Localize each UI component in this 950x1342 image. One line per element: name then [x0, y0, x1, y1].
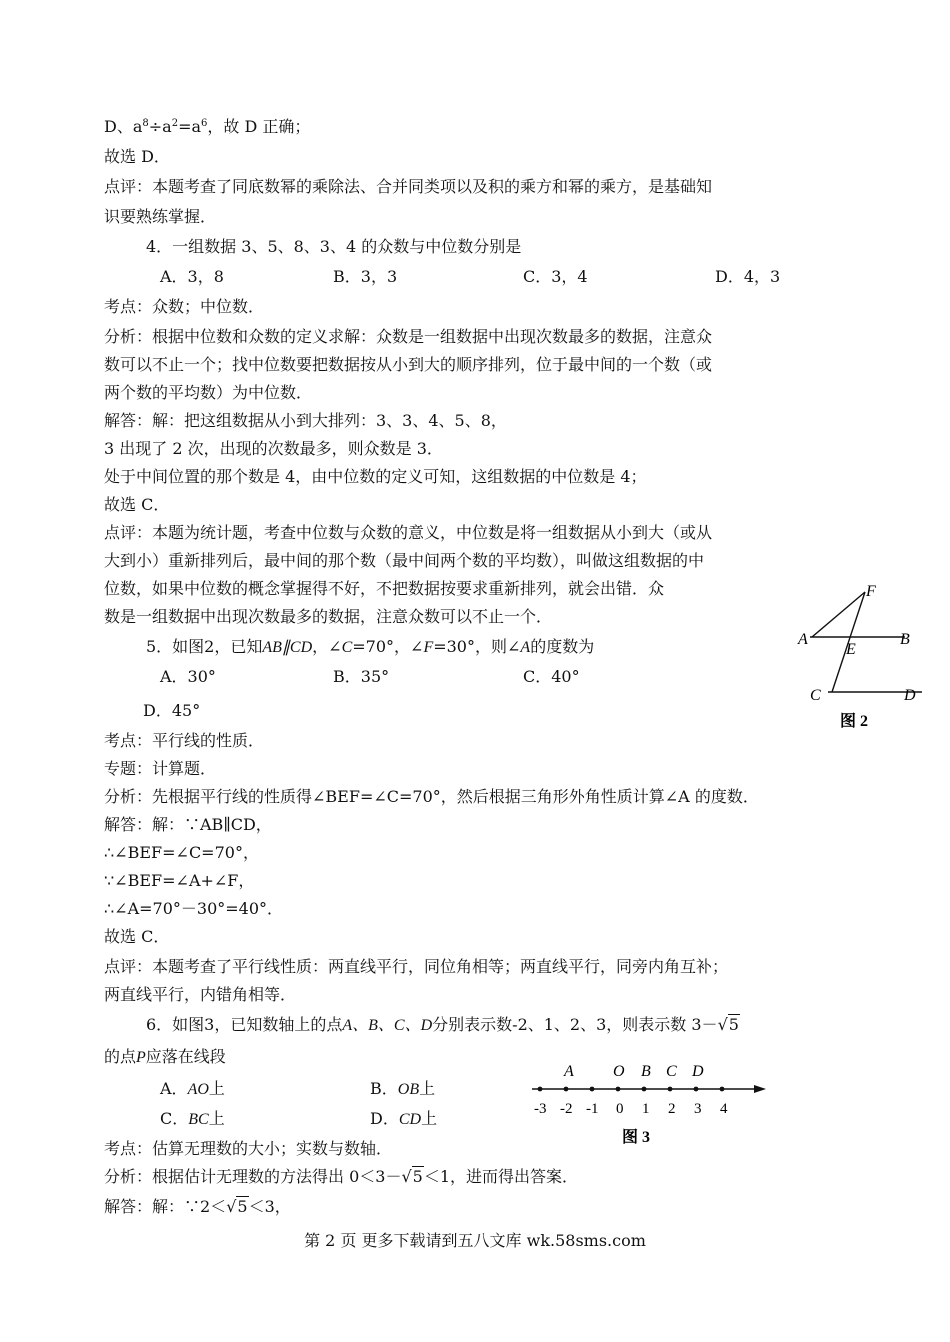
solution-line: 3 出现了 2 次，出现的次数最多，则众数是 3．	[104, 439, 443, 458]
comment-line: 大到小）重新排列后，最中间的那个数（最中间两个数的平均数），叫做这组数据的中	[104, 551, 705, 570]
tick-label: 4	[720, 1101, 728, 1117]
point-label-o: O	[613, 1063, 625, 1080]
comment-line: 位数，如果中位数的概念掌握得不好，不把数据按要求重新排列，就会出错．众	[104, 579, 665, 598]
question-6-line2: 的点P应落在线段	[104, 1047, 226, 1066]
q6-option-a: A．AO上	[160, 1079, 225, 1098]
solution-line: 解答：解：∵2＜√5＜3，	[104, 1197, 291, 1216]
tick-dot	[590, 1087, 595, 1092]
solution-line: 解答：解：把这组数据从小到大排列：3、3、4、5、8，	[104, 411, 507, 430]
q5-option-c: C．40°	[523, 667, 580, 686]
analysis-line: 分析：根据中位数和众数的定义求解：众数是一组数据中出现次数最多的数据，注意众	[104, 327, 713, 346]
analysis-line: 两个数的平均数）为中位数．	[104, 383, 313, 402]
label-a: A	[798, 631, 808, 648]
solution-line: 处于中间位置的那个数是 4，由中位数的定义可知，这组数据的中位数是 4；	[104, 467, 647, 486]
question-5: 5．如图2，已知AB∥CD，∠C=70°，∠F=30°，则∠A的度数为	[146, 637, 595, 656]
figure-2	[790, 582, 930, 734]
analysis-line: 数可以不止一个；找中位数要把数据按从小到大的顺序排列，位于最中间的一个数（或	[104, 355, 713, 374]
tick-label: 3	[694, 1101, 702, 1117]
label-f: F	[866, 583, 876, 600]
solution-line: 解答：解：∵AB∥CD，	[104, 815, 272, 834]
q4-option-d: D．4，3	[715, 267, 781, 286]
q6-option-c: C．BC上	[160, 1109, 225, 1128]
tick-dot	[720, 1087, 725, 1092]
tick-label: 0	[616, 1101, 624, 1117]
comment-line: 识要熟练掌握．	[104, 207, 217, 226]
comment-line: 两直线平行，内错角相等．	[104, 985, 297, 1004]
answer-choice-line: 故选 D．	[104, 147, 170, 166]
knowledge-point: 考点：平行线的性质．	[104, 731, 265, 750]
q6-option-b: B．OB上	[370, 1079, 436, 1098]
comment-line: 点评：本题考查了平行线性质：两直线平行，同位角相等；两直线平行，同旁内角互补；	[104, 957, 729, 976]
comment-line: 点评：本题考查了同底数幂的乘除法、合并同类项以及积的乘方和幂的乘方，是基础知	[104, 177, 713, 196]
analysis-line: 分析：先根据平行线的性质得∠BEF=∠C=70°，然后根据三角形外角性质计算∠A 的度数．	[104, 787, 759, 806]
point-label-a: A	[564, 1063, 574, 1080]
q5-option-a: A．30°	[160, 667, 216, 686]
label-b: B	[900, 631, 910, 648]
figure-3-caption: 图 3	[622, 1129, 651, 1146]
q5-option-d: D．45°	[143, 701, 201, 720]
tick-dot	[642, 1087, 647, 1092]
knowledge-point: 考点：众数；中位数．	[104, 297, 265, 316]
solution-line: 故选 C．	[104, 927, 170, 946]
solution-line: 故选 C．	[104, 495, 170, 514]
sqrt-5: √5	[226, 1197, 248, 1216]
solution-line: ∴∠BEF=∠C=70°，	[104, 843, 259, 862]
tick-label: -2	[560, 1101, 573, 1117]
question-6: 6．如图3，已知数轴上的点A、B、C、D分别表示数-2、1、2、3，则表示数 3－√5	[146, 1015, 739, 1034]
sqrt-5: √5	[401, 1167, 423, 1186]
page-footer: 第 2 页 更多下载请到五八文库 wk.58sms.com	[304, 1231, 646, 1250]
point-label-b: B	[641, 1063, 651, 1080]
label-d: D	[904, 687, 916, 704]
solution-line: ∴∠A=70°－30°=40°．	[104, 899, 284, 918]
q4-option-b: B．3，3	[333, 267, 398, 286]
q5-option-b: B．35°	[333, 667, 390, 686]
question-4: 4．一组数据 3、5、8、3、4 的众数与中位数分别是	[146, 237, 522, 256]
figure-2-caption: 图 2	[840, 713, 869, 730]
tick-label: 1	[642, 1101, 650, 1117]
tick-dot	[564, 1087, 569, 1092]
tick-dot	[694, 1087, 699, 1092]
tick-label: -1	[586, 1101, 599, 1117]
tick-dot	[668, 1087, 673, 1092]
figure-3-number-line	[520, 1056, 780, 1152]
label-c: C	[810, 687, 821, 704]
topic-line: 专题：计算题．	[104, 759, 217, 778]
label-e: E	[846, 641, 856, 658]
sqrt-5: √5	[717, 1015, 739, 1034]
q4-option-c: C．3，4	[523, 267, 588, 286]
solution-line: ∵∠BEF=∠A+∠F，	[104, 871, 255, 890]
knowledge-point: 考点：估算无理数的大小；实数与数轴．	[104, 1139, 393, 1158]
q6-option-d: D．CD上	[370, 1109, 438, 1128]
line-d-correct: D、$a^8\div a^2=a^6$，故 D 正确；	[104, 117, 311, 136]
comment-line: 数是一组数据中出现次数最多的数据，注意众数可以不止一个．	[104, 607, 553, 626]
tick-label: -3	[534, 1101, 547, 1117]
tick-label: 2	[668, 1101, 676, 1117]
comment-line: 点评：本题为统计题，考查中位数与众数的意义，中位数是将一组数据从小到大（或从	[104, 523, 713, 542]
analysis-line: 分析：根据估计无理数的方法得出 0＜3－√5＜1，进而得出答案．	[104, 1167, 579, 1186]
axis-arrow-icon	[754, 1085, 766, 1093]
point-label-c: C	[666, 1063, 677, 1080]
point-label-d: D	[692, 1063, 704, 1080]
tick-dot	[616, 1087, 621, 1092]
tick-dot	[538, 1087, 543, 1092]
q4-option-a: A．3，8	[160, 267, 224, 286]
